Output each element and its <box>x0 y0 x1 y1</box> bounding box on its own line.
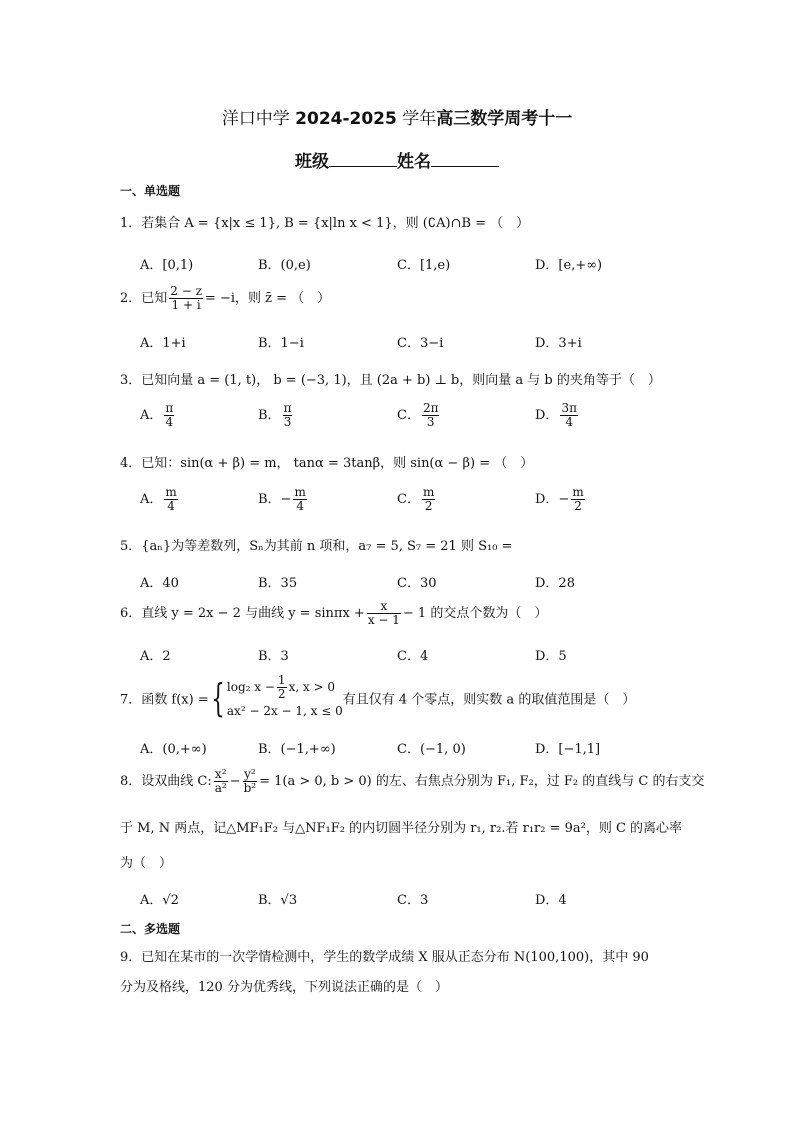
question-9-line-2: 分为及格线，120 分为优秀线，下列说法正确的是（ ） <box>120 980 448 995</box>
question-3: 3．已知向量 a = (1, t)， b = (−3, 1)，且 (2a + b) ⊥ b，则向量 a 与 b 的夹角等于（ ） <box>120 373 661 388</box>
q2-option-c[interactable]: C．3−i <box>397 336 444 351</box>
q4-option-c[interactable] <box>397 486 437 513</box>
q4-d-den: 2 <box>574 499 582 514</box>
title-school: 洋口中学 <box>221 109 290 129</box>
q7-post: 有且仅有 4 个零点，则实数 a 的取值范围是（ ） <box>342 692 636 708</box>
q4-c-label: C． <box>397 492 420 508</box>
q8-post: = 1(a > 0, b > 0) 的左、右焦点分别为 F₁, F₂，过 F₂ 的直线与 C 的右支交 <box>259 774 705 790</box>
q3-a-frac <box>164 402 174 429</box>
q5-option-d[interactable]: D．28 <box>535 576 575 591</box>
q7-brace: { <box>211 675 225 720</box>
q3-a-num: π <box>165 401 174 415</box>
q4-option-d[interactable] <box>535 486 587 513</box>
question-9: 9．已知在某市的一次学情检测中，学生的数学成绩 X 服从正态分布 N(100,100)，其中 90 <box>120 950 649 965</box>
q4-d-frac <box>571 486 584 513</box>
q6-pre: 6．直线 y = 2x − 2 与曲线 y = sinπx + <box>120 606 365 622</box>
q6-fraction <box>367 600 401 627</box>
question-2 <box>120 285 330 312</box>
q4-c-num: m <box>422 485 435 499</box>
q1-option-a[interactable]: A．[0,1) <box>140 258 194 273</box>
q8-frac-y <box>243 768 258 795</box>
q7-case1-num: 1 <box>277 673 286 687</box>
q3-d-label: D． <box>535 408 559 424</box>
q8-option-d[interactable]: D．4 <box>535 893 567 908</box>
q7-option-d[interactable]: D．[−1,1] <box>535 742 601 757</box>
q4-b-sign: − <box>280 492 292 508</box>
section-single-choice: 一、单选题 <box>120 184 181 198</box>
title-year: 2024-2025 <box>295 109 397 129</box>
q3-c-frac <box>422 402 440 429</box>
q5-option-b[interactable]: B．35 <box>258 576 298 591</box>
q6-numerator: x <box>367 600 401 614</box>
q3-b-label: B． <box>258 408 281 424</box>
title-rest: 高三数学周考十一 <box>436 109 573 129</box>
student-info-line <box>0 147 794 172</box>
q7-case1-pre: log₂ x − <box>226 680 275 695</box>
q3-option-a[interactable] <box>140 402 176 429</box>
q4-a-frac <box>164 486 177 513</box>
question-5: 5．{aₙ}为等差数列，Sₙ为其前 n 项和，a₇ = 5, S₇ = 21 则 S₁₀ = <box>120 539 513 554</box>
q3-b-num: π <box>283 401 292 415</box>
question-6 <box>120 600 547 627</box>
q2-option-b[interactable]: B．1−i <box>258 336 304 351</box>
q7-case-2: ax² − 2x − 1, x ≤ 0 <box>226 704 343 719</box>
q7-case1-den: 2 <box>277 687 286 702</box>
q3-a-den: 4 <box>165 415 174 430</box>
q5-option-c[interactable]: C．30 <box>397 576 437 591</box>
q7-option-c[interactable]: C．(−1, 0) <box>397 742 466 757</box>
q4-option-a[interactable] <box>140 486 180 513</box>
q6-option-b[interactable]: B．3 <box>258 649 289 664</box>
q8-n2: y² <box>244 767 256 781</box>
q2-fraction <box>169 285 203 312</box>
q6-post: − 1 的交点个数为（ ） <box>402 606 548 622</box>
q4-a-label: A． <box>140 492 163 508</box>
q1-option-c[interactable]: C．[1,e) <box>397 258 451 273</box>
q3-d-frac <box>560 402 578 429</box>
q7-case1-post: x, x > 0 <box>288 680 336 695</box>
q4-option-b[interactable] <box>258 486 309 513</box>
q8-option-a[interactable]: A．√2 <box>140 893 179 908</box>
section-multi-choice: 二、多选题 <box>120 922 181 936</box>
q1-option-b[interactable]: B．(0,e) <box>258 258 311 273</box>
q6-option-c[interactable]: C．4 <box>397 649 429 664</box>
q7-pre: 7．函数 f(x) = <box>120 692 209 708</box>
q1-option-d[interactable]: D．[e,+∞) <box>535 258 603 273</box>
q3-b-den: 3 <box>283 415 292 430</box>
q7-piecewise <box>227 674 343 722</box>
q8-option-c[interactable]: C．3 <box>397 893 429 908</box>
q6-option-a[interactable]: A．2 <box>140 649 171 664</box>
q6-option-d[interactable]: D．5 <box>535 649 567 664</box>
question-8-line-2: 于 M, N 两点，记△MF₁F₂ 与△NF₁F₂ 的内切圆半径分别为 r₁, r₂.若 r₁r₂ = 9a²，则 C 的离心率 <box>120 821 683 836</box>
q2-option-d[interactable]: D．3+i <box>535 336 582 351</box>
q7-option-a[interactable]: A．(0,+∞) <box>140 742 207 757</box>
q3-c-label: C． <box>397 408 420 424</box>
class-blank[interactable] <box>329 152 397 167</box>
q8-option-b[interactable]: B．√3 <box>258 893 298 908</box>
q4-b-num: m <box>294 485 306 499</box>
q4-b-label: B． <box>258 492 281 508</box>
q3-d-den: 4 <box>565 415 574 430</box>
question-8: 8．设双曲线 C: $\frac{\text{x²}}{\text{a²}}$ − $\frac{\text{y²}}{\text{b²}}$ = 1(a > 0, b > 0) 的左、右焦点分别为 F₁, F₂，过 F₂ 的直线与 C 的右支交 <box>120 767 705 796</box>
q3-d-num: 3π <box>561 401 577 415</box>
q7-case1-frac <box>277 674 287 701</box>
q2-pre: 2．已知 <box>120 291 168 307</box>
q3-b-frac <box>283 402 293 429</box>
q3-option-d[interactable] <box>535 402 580 429</box>
q4-d-sign: − <box>558 492 570 508</box>
question-8-line-3: 为（ ） <box>120 856 173 871</box>
q8-d1: a² <box>214 781 227 796</box>
q4-a-num: m <box>165 485 177 499</box>
q2-numerator: 2 − z <box>170 284 202 298</box>
q7-case-1 <box>227 674 343 701</box>
q6-denominator: x − 1 <box>367 613 400 628</box>
question-4: 4．已知：sin(α + β) = m， tanα = 3tanβ，则 sin(α − β) = （ ） <box>120 456 534 471</box>
title-xuenian: 学年 <box>402 109 437 129</box>
q4-d-num: m <box>572 485 584 499</box>
q2-denominator: 1 + i <box>171 298 201 313</box>
q4-b-den: 4 <box>296 499 304 514</box>
q3-c-den: 3 <box>426 415 435 430</box>
q4-a-den: 4 <box>167 499 175 514</box>
q3-c-num: 2π <box>422 401 439 415</box>
question-7 <box>120 674 635 722</box>
q3-option-b[interactable] <box>258 402 294 429</box>
q8-pre: 8．设双曲线 C: <box>120 774 212 790</box>
q4-d-label: D． <box>535 492 559 508</box>
q4-c-frac <box>422 486 435 513</box>
q8-d2: b² <box>243 781 257 796</box>
q2-option-a[interactable]: A．1+i <box>140 336 186 351</box>
q3-a-label: A． <box>140 408 163 424</box>
q7-option-b[interactable]: B．(−1,+∞) <box>258 742 336 757</box>
question-1: 1．若集合 A = {x|x ≤ 1}, B = {x|ln x < 1}，则 (∁A)∩B = （ ） <box>120 216 530 231</box>
q8-frac-x <box>214 768 228 795</box>
q3-option-c[interactable] <box>397 402 441 429</box>
name-label: 姓名 <box>397 152 431 172</box>
class-label: 班级 <box>295 152 329 172</box>
exam-title <box>0 104 794 129</box>
name-blank[interactable] <box>431 152 499 167</box>
q4-c-den: 2 <box>424 499 433 514</box>
q5-option-a[interactable]: A．40 <box>140 576 179 591</box>
q8-n1: x² <box>214 767 227 781</box>
q2-post: = −i，则 z̄ = （ ） <box>204 291 331 307</box>
q4-b-frac <box>293 486 306 513</box>
